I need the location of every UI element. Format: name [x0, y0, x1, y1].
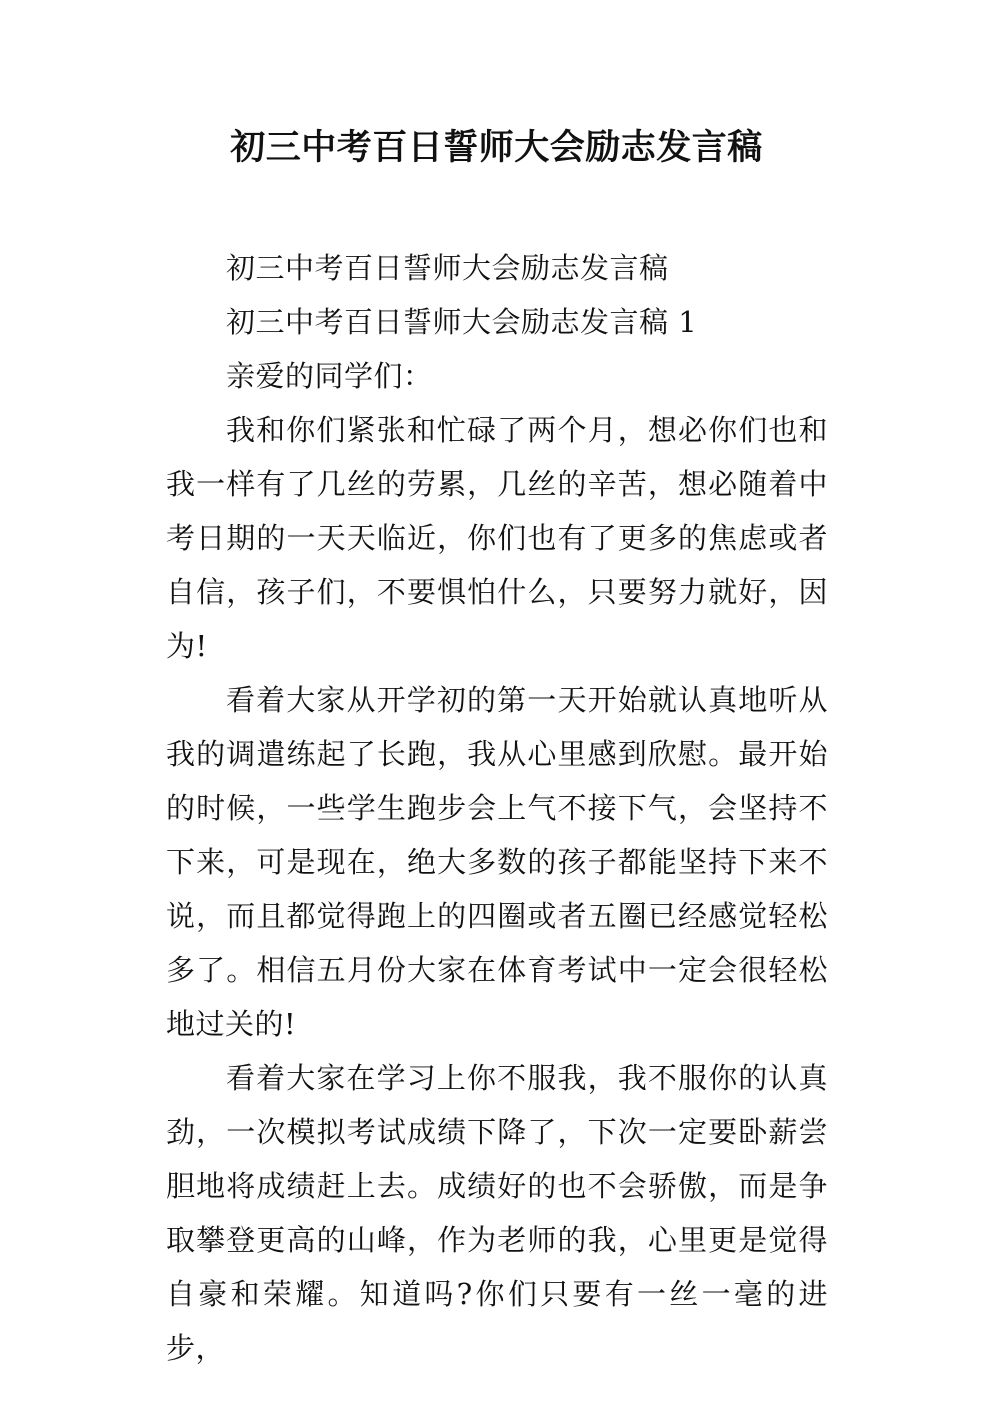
paragraph-heading-1: 初三中考百日誓师大会励志发言稿 1	[226, 305, 698, 339]
paragraph-body: 看着大家从开学初的第一天开始就认真地听从我的调遣练起了长跑，我从心里感到欣慰。最开始的时候，一些学生跑步会上气不接下气，会坚持不下来，可是现在，绝大多数的孩子都能坚持下来不说，而且都觉得跑上的四圈或者五圈已经感觉轻松多了。相信五月份大家在体育考试中一定会很轻松地过关的!	[166, 683, 828, 1041]
paragraph-salutation: 亲爱的同学们：	[226, 359, 433, 393]
paragraph-body: 看着大家在学习上你不服我，我不服你的认真劲，一次模拟考试成绩下降了，下次一定要卧薪尝胆地将成绩赶上去。成绩好的也不会骄傲，而是争取攀登更高的山峰，作为老师的我，心里更是觉得自豪和荣耀。知道吗?你们只要有一丝一毫的进步，	[166, 1061, 828, 1365]
document-body	[166, 241, 828, 1375]
paragraph-body: 我和你们紧张和忙碌了两个月，想必你们也和我一样有了几丝的劳累，几丝的辛苦，想必随着中考日期的一天天临近，你们也有了更多的焦虑或者自信，孩子们，不要惧怕什么，只要努力就好，因为!	[166, 413, 828, 663]
document-title: 初三中考百日誓师大会励志发言稿	[230, 128, 763, 168]
paragraph-subtitle: 初三中考百日誓师大会励志发言稿	[226, 251, 669, 285]
